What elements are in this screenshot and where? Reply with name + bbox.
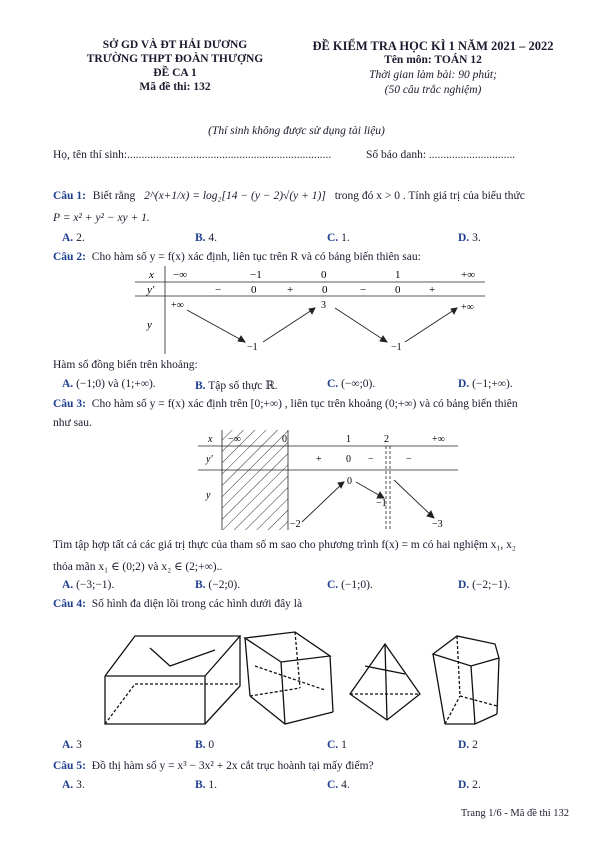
q4-option-b[interactable] — [195, 739, 214, 751]
option-text: 3. — [76, 779, 85, 791]
q5-option-a[interactable] — [62, 779, 85, 791]
q2-yp-val: + — [429, 284, 436, 296]
q2-yp-val: 0 — [322, 284, 328, 296]
q5-stem — [53, 760, 374, 772]
option-key: C. — [327, 378, 339, 390]
q4-text: Số hình đa diện lồi trong các hình dưới đây là — [91, 598, 303, 610]
option-text: (−2;0). — [208, 579, 241, 591]
q2-yp-label: y′ — [147, 284, 155, 296]
q2-option-d[interactable] — [458, 378, 513, 390]
q3-label: Câu 3: — [53, 398, 86, 410]
q3-yp-val: 0 — [346, 454, 351, 465]
q1-stem — [53, 190, 525, 202]
q3-y-val: 0 — [347, 476, 352, 487]
option-key: C. — [327, 739, 339, 751]
student-id-field[interactable]: Số báo danh: .............................. — [366, 149, 516, 161]
q5-label: Câu 5: — [53, 760, 86, 772]
q2-x-val: −1 — [250, 269, 262, 281]
q5-option-c[interactable] — [327, 779, 350, 791]
q2-yp-val: 0 — [395, 284, 401, 296]
option-text: 1. — [341, 232, 350, 244]
option-text: (−∞;0). — [341, 378, 376, 390]
q1-text-a: Biết rằng — [92, 190, 136, 202]
option-key: A. — [62, 378, 74, 390]
q3-text-c: Tìm tập hợp tất cả các giá trị thực của tham số m sao cho phương trình f(x) = m có hai nghiệm x₁, x₂ — [53, 539, 516, 551]
q2-x-val: 1 — [395, 269, 401, 281]
q2-y-val: −1 — [391, 342, 402, 353]
q3-option-c[interactable] — [327, 579, 373, 591]
q2-yp-val: 0 — [251, 284, 257, 296]
option-key: C. — [327, 779, 339, 791]
q2-question: Hàm số đồng biến trên khoảng: — [53, 359, 198, 371]
q3-text-a: Cho hàm số y = f(x) xác định trên [0;+∞) , liên tục trên khoảng (0;+∞) và có bảng biến thiên — [91, 398, 518, 410]
q2-option-c[interactable] — [327, 378, 375, 390]
option-text: 1. — [208, 779, 218, 791]
option-key: D. — [458, 579, 470, 591]
q3-x-val: +∞ — [432, 434, 445, 445]
option-text: 2. — [472, 779, 481, 791]
q2-yp-val: − — [360, 284, 367, 296]
page-footer: Trang 1/6 - Mã đề thi 132 — [460, 808, 569, 819]
q4-option-a[interactable] — [62, 739, 82, 751]
exam-note: (Thí sinh không được sử dụng tài liệu) — [208, 125, 385, 137]
q3-y-val: −3 — [432, 519, 443, 530]
option-key: B. — [195, 579, 206, 591]
q2-option-b[interactable] — [195, 378, 278, 392]
exam-shift: ĐỀ CA 1 — [153, 67, 197, 79]
polyhedron-4 — [433, 636, 499, 724]
q2-stem — [53, 251, 421, 263]
q3-y-val: −1 — [376, 498, 387, 509]
q3-arrows — [302, 480, 434, 522]
q3-option-d[interactable] — [458, 579, 510, 591]
option-key: B. — [195, 779, 206, 791]
q4-polyhedra-figures — [95, 626, 515, 730]
q3-yp-val: − — [406, 454, 412, 465]
option-text: 3 — [76, 739, 82, 751]
polyhedron-1 — [105, 636, 240, 724]
q1-option-a[interactable] — [62, 232, 85, 244]
q2-option-a[interactable] — [62, 378, 156, 390]
option-key: D. — [458, 378, 470, 390]
option-text: 0 — [208, 739, 215, 751]
option-text: (−3;−1). — [76, 579, 115, 591]
option-key: A. — [62, 579, 74, 591]
option-text: 2 — [472, 739, 478, 751]
q1-equation: 2^(x+1/x) = log₂[14 − (y − 2)√(y + 1)] — [144, 190, 326, 202]
q3-x-val: 0 — [282, 434, 287, 445]
school-department: SỞ GD VÀ ĐT HẢI DƯƠNG — [102, 39, 248, 51]
q4-option-d[interactable] — [458, 739, 478, 751]
option-key: C. — [327, 232, 339, 244]
q3-x-val: −∞ — [228, 434, 241, 445]
exam-title: ĐỀ KIỂM TRA HỌC KÌ 1 NĂM 2021 – 2022 — [312, 39, 554, 53]
option-key: D. — [458, 739, 470, 751]
q2-x-label: x — [149, 269, 154, 281]
option-key: A. — [62, 739, 74, 751]
option-text: Tập số thực ℝ. — [208, 380, 278, 392]
school-name: TRƯỜNG THPT ĐOÀN THƯỢNG — [86, 53, 264, 65]
option-text: (−2;−1). — [472, 579, 511, 591]
q3-text-b: như sau. — [53, 417, 92, 429]
polyhedron-2 — [245, 632, 333, 724]
option-key: B. — [195, 739, 206, 751]
q1-label: Câu 1: — [53, 190, 86, 202]
q2-x-val: −∞ — [173, 269, 188, 281]
option-text: 4. — [341, 779, 350, 791]
q3-text-d: thỏa mãn x₁ ∈ (0;2) và x₂ ∈ (2;+∞).. — [53, 561, 223, 573]
q3-stem — [53, 398, 518, 410]
exam-time: Thời gian làm bài: 90 phút; — [369, 69, 497, 81]
q1-option-d[interactable] — [458, 232, 481, 244]
q3-yp-val: − — [368, 454, 374, 465]
q4-label: Câu 4: — [53, 598, 86, 610]
q1-expression: P = x² + y² − xy + 1. — [53, 212, 150, 224]
q2-y-val: +∞ — [171, 300, 184, 311]
q3-y-val: −2 — [290, 519, 301, 530]
option-text: (−1;0). — [341, 579, 373, 591]
option-key: B. — [195, 232, 206, 244]
option-key: B. — [195, 380, 206, 392]
student-name-field[interactable]: Họ, tên thí sinh:....................................................................... — [53, 149, 332, 161]
q5-text: Đồ thị hàm số y = x³ − 3x² + 2x cắt trục hoành tại mấy điểm? — [91, 760, 374, 772]
q5-option-b[interactable] — [195, 779, 217, 791]
exam-code: Mã đề thi: 132 — [139, 81, 211, 93]
q2-yp-val: + — [287, 284, 294, 296]
q2-y-val: 3 — [321, 300, 326, 311]
q2-variation-table — [135, 266, 485, 354]
q3-y-label: y — [206, 490, 211, 501]
exam-count: (50 câu trắc nghiệm) — [384, 84, 482, 96]
q3-option-b[interactable] — [195, 579, 240, 591]
option-key: D. — [458, 779, 470, 791]
polyhedron-3 — [350, 644, 420, 720]
q2-x-val: 0 — [321, 269, 327, 281]
q2-y-val: +∞ — [461, 302, 474, 313]
option-text: (−1;0) và (1;+∞). — [76, 378, 156, 390]
q3-option-a[interactable] — [62, 579, 114, 591]
q1-option-c[interactable] — [327, 232, 350, 244]
q5-option-d[interactable] — [458, 779, 481, 791]
option-text: (−1;+∞). — [472, 378, 513, 390]
q3-x-val: 2 — [384, 434, 389, 445]
q2-y-label: y — [147, 319, 152, 331]
option-key: C. — [327, 579, 339, 591]
option-key: A. — [62, 232, 74, 244]
option-text: 1 — [341, 739, 347, 751]
q3-x-val: 1 — [346, 434, 351, 445]
q3-variation-table — [198, 430, 458, 530]
q2-x-val: +∞ — [461, 269, 476, 281]
option-key: A. — [62, 779, 74, 791]
q2-arrows — [187, 308, 457, 342]
q2-y-val: −1 — [247, 342, 258, 353]
q2-yp-val: − — [215, 284, 222, 296]
q1-text-b: trong đó x > 0 . Tính giá trị của biểu thức — [334, 190, 525, 202]
option-text: 4. — [208, 232, 218, 244]
q2-label: Câu 2: — [53, 251, 86, 263]
q3-yp-val: + — [316, 454, 322, 465]
q3-x-label: x — [208, 434, 213, 445]
exam-subject: Tên môn: TOÁN 12 — [384, 54, 482, 66]
option-text: 2. — [76, 232, 85, 244]
option-key: D. — [458, 232, 470, 244]
q4-stem — [53, 598, 302, 610]
q1-option-b[interactable] — [195, 232, 217, 244]
q2-text: Cho hàm số y = f(x) xác định, liên tục trên R và có bảng biến thiên sau: — [91, 251, 421, 263]
q3-yp-label: y′ — [206, 454, 213, 465]
option-text: 3. — [472, 232, 481, 244]
q4-option-c[interactable] — [327, 739, 347, 751]
